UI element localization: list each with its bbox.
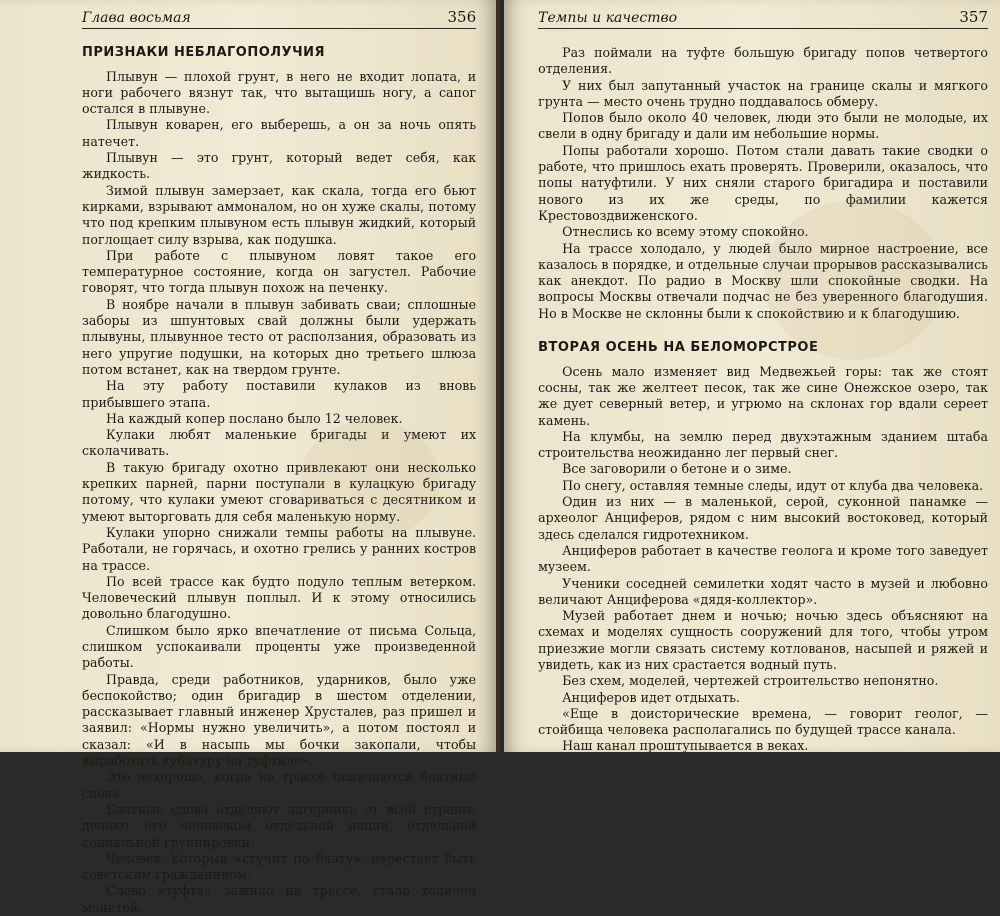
paragraph: На эту работу поставили кулаков из вновь прибывшего этапа. bbox=[82, 378, 477, 410]
paragraph: Слово «туфта» зажило на трассе, стало ходячей монетой. bbox=[82, 883, 477, 915]
left-running-head bbox=[82, 8, 476, 29]
paragraph: Правда, среди работников, ударников, было уже беспокойство; один бригадир в шестом отделении, рассказывает главный инженер Хрусталев, раз пришел и заявил: «Нормы нужно увеличить», а потом постоял и сказал: «И в насыпь мы бочки закопали, чтобы выработать кубатуру на туфтиле». bbox=[82, 671, 477, 769]
right-page-number: 357 bbox=[959, 8, 988, 26]
paragraph: Попов было около 40 человек, люди это были не молодые, их свели в одну бригаду и дали им небольшие нормы. bbox=[538, 110, 988, 142]
paragraph: Кулаки любят маленькие бригады и умеют их сколачивать. bbox=[82, 427, 477, 459]
paragraph: В такую бригаду охотно привлекают они несколько крепких парней, парни поступали в кулацкую бригаду потому, что кулаки умеют сговариваться с десятником и умеют выторговать для себя маленькую норму. bbox=[82, 459, 477, 524]
paragraph: Анциферов идет отдыхать. bbox=[562, 689, 740, 705]
paragraph: Плывун коварен, его выберешь, а он за ночь опять натечет. bbox=[82, 117, 477, 149]
paragraph: У них был запутанный участок на границе скалы и мягкого грунта — место очень трудно поддавалось обмеру. bbox=[538, 77, 988, 109]
left-page-body bbox=[82, 69, 476, 916]
right-page-body-top bbox=[538, 45, 988, 322]
paragraph: Анциферов работает в качестве геолога и кроме того заведует музеем. bbox=[538, 542, 988, 575]
paragraph: При работе с плывуном ловят такое его температурное состояние, когда он загустел. Рабочие говорят, что тогда плывун похож на печенку. bbox=[82, 247, 477, 296]
paragraph: На трассе холодало, у людей было мирное настроение, все казалось в порядке, и отдельные случаи прорывов рассказывались как анекдот. По радио в Москву шли спокойные сводки. На вопросы Москвы отвечали подчас не без уверенного благодушия. Но в Москве не склонны были к спокойствию и к благодушию. bbox=[538, 240, 988, 321]
paragraph: Без схем, моделей, чертежей строительство непонятно. bbox=[562, 673, 939, 689]
paragraph: Один из них — в маленькой, серой, суконной панамке — археолог Анциферов, рядом с ним высокий востоковед, который здесь сделался гидротехником. bbox=[538, 494, 988, 542]
right-running-head bbox=[538, 8, 988, 29]
paragraph: Ученики соседней семилетки ходят часто в музей и любовно величают Анциферова «дядя-коллектор». bbox=[538, 575, 988, 607]
paragraph: Отнеслись ко всему этому спокойно. bbox=[562, 224, 809, 240]
paragraph: Кулаки упорно снижали темпы работы на плывуне. Работали, не горячась, и охотно грелись у ранних костров на трассе. bbox=[82, 524, 477, 573]
paragraph: Попы работали хорошо. Потом стали давать такие сводки о работе, что пришлось ехать проверять. Проверили, оказалось, что попы натуфтили. У них сняли старого бригадира и поставили нового из их же среды, по фамилии кажется Крестовоздвиженского. bbox=[538, 142, 988, 223]
paragraph: Наш канал проштупывается в веках. bbox=[562, 738, 809, 754]
paragraph: Раз поймали на туфте большую бригаду попов четвертого отделения. bbox=[538, 45, 988, 77]
right-header-title: Темпы и качество bbox=[538, 10, 678, 26]
paragraph: Плывун — плохой грунт, в него не входит лопата, и ноги рабочего вязнут так, что вытащишь ногу, а сапог остался в плывуне. bbox=[82, 68, 477, 117]
paragraph: На клумбы, на землю перед двухэтажным зданием штаба строительства неожиданно лег первый снег. bbox=[538, 428, 988, 461]
paragraph: Все заговорили о бетоне и о зиме. bbox=[562, 461, 792, 477]
paragraph: Плывун — это грунт, который ведет себя, как жидкость. bbox=[82, 150, 477, 182]
paragraph: На каждый копер послано было 12 человек. bbox=[106, 410, 403, 426]
paragraph: Человек, который «стучит по блату», перестает быть советским гражданином. bbox=[82, 850, 477, 883]
left-section-heading: ПРИЗНАКИ НЕБЛАГОПОЛУЧИЯ bbox=[82, 45, 326, 60]
paragraph: Слишком было ярко впечатление от письма Сольца, слишком успокаивали проценты уже произведенной работы. bbox=[82, 622, 477, 671]
paragraph: В ноябре начали в плывун забивать сваи; сплошные заборы из шпунтовых свай должны были удержать плывуны, плывунное тесто от расползания, образовать из него упругие подушки, на которых дно третьего шлюза потом встанет, как на твердом грунте. bbox=[82, 296, 477, 377]
book-gutter bbox=[496, 0, 500, 752]
paragraph: Музей работает днем и ночью; ночью здесь объясняют на схемах и моделях сущность сооружений для того, чтобы утром приезжие могли связать систему котлованов, насыпей и ряжей и увидеть, как из них срастается водный путь. bbox=[538, 608, 988, 672]
left-page-number: 356 bbox=[447, 8, 477, 26]
paragraph: Осень мало изменяет вид Медвежьей горы: так же стоят сосны, так же желтеет песок, так же сине Онежское озеро, так же дует северный ветер, и угрюмо на склонах гор вдали сереет камень. bbox=[538, 363, 988, 428]
paragraph: Блатные слова отделяют лагерника от всей страны, делают его человеком отдельной нации, отдельной социальной группировки. bbox=[82, 801, 477, 850]
left-header-title: Глава восьмая bbox=[82, 10, 191, 26]
paragraph: Зимой плывун замерзает, как скала, тогда его бьют кирками, взрывают аммоналом, но он хуже скалы, потому что под крепким плывуном есть плывун жидкий, который поглощает силу взрыва, как подушка. bbox=[82, 182, 477, 247]
paragraph: По всей трассе как будто подуло теплым ветерком. Человеческий плывун поплыл. И к этому относились довольно благодушно. bbox=[82, 573, 477, 622]
right-page bbox=[504, 0, 1000, 752]
right-page-body-bottom bbox=[538, 364, 988, 755]
left-page bbox=[0, 0, 496, 915]
paragraph: По снегу, оставляя темные следы, идут от клуба два человека. bbox=[562, 477, 984, 493]
right-section-heading: ВТОРАЯ ОСЕНЬ НА БЕЛОМОРСТРОЕ bbox=[538, 340, 819, 356]
paragraph: «Еще в доисторические времена, — говорит геолог, — стойбища человека располагались по будущей трассе канала. bbox=[538, 705, 988, 738]
paragraph: Это нехорошо, когда на трассе появляются блатные слова. bbox=[82, 769, 477, 801]
